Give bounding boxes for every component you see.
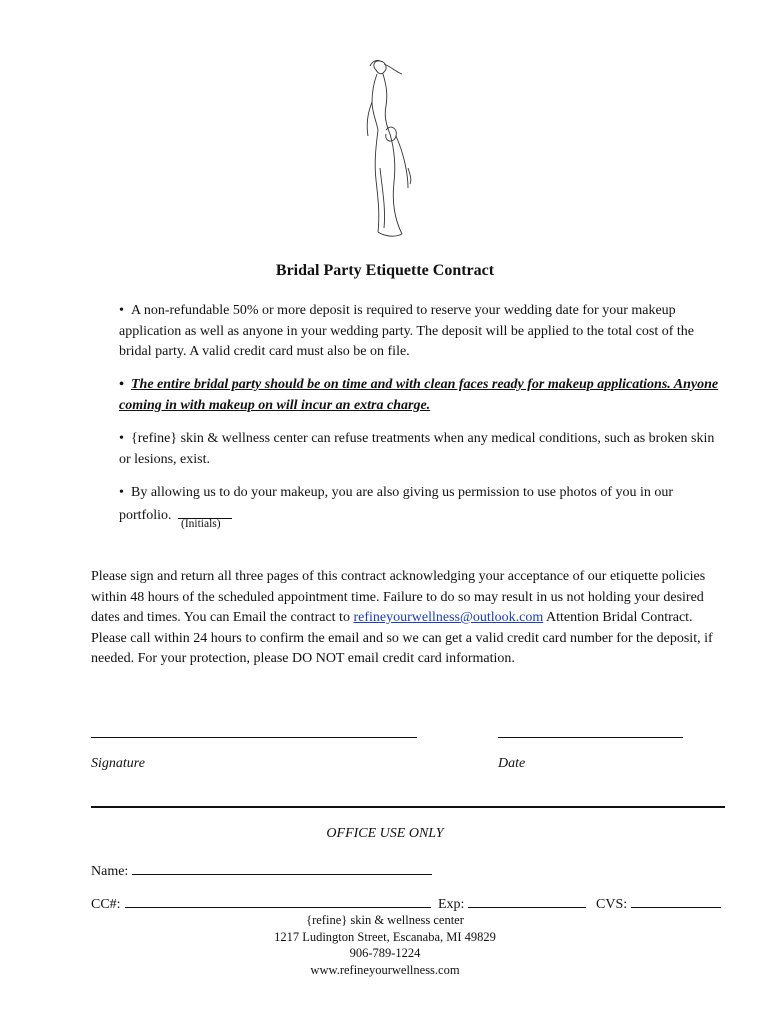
paragraph-text: Please sign and return all three pages of this contract acknowledging your acceptance of our etiquette policies within 48 hours of the scheduled appointment time. Failure to do so may result in us not holding your desired dates and times. You can Email the contract to bbox=[91, 569, 706, 625]
signature-field[interactable] bbox=[91, 737, 417, 738]
bride-sketch-icon bbox=[350, 58, 422, 240]
section-divider bbox=[91, 806, 725, 808]
cvs-field[interactable] bbox=[631, 893, 721, 908]
cvs-row bbox=[596, 893, 721, 913]
list-item bbox=[119, 375, 729, 416]
footer-address: 1217 Ludington Street, Escanaba, MI 49829 bbox=[274, 929, 496, 944]
cc-label: CC#: bbox=[91, 897, 121, 912]
cc-row bbox=[91, 893, 431, 913]
cvs-label: CVS: bbox=[596, 897, 628, 912]
office-use-heading: OFFICE USE ONLY bbox=[326, 826, 444, 841]
footer-phone: 906-789-1224 bbox=[349, 946, 421, 960]
email-link[interactable]: refineyourwellness@outlook.com bbox=[353, 610, 544, 625]
bullet-icon: • bbox=[119, 377, 124, 392]
name-label: Name: bbox=[91, 864, 129, 879]
exp-field[interactable] bbox=[468, 893, 586, 908]
bullet-text: {refine} skin & wellness center can refuse treatments when any medical conditions, such as broken skin or lesions, exist. bbox=[119, 431, 715, 467]
instructions-paragraph bbox=[91, 567, 727, 670]
cc-field[interactable] bbox=[125, 893, 431, 908]
date-label: Date bbox=[498, 756, 526, 771]
initials-field[interactable] bbox=[178, 504, 232, 519]
signature-label: Signature bbox=[91, 756, 145, 771]
footer bbox=[0, 912, 770, 978]
footer-website: www.refineyourwellness.com bbox=[310, 962, 460, 977]
bullet-text: A non-refundable 50% or more deposit is required to reserve your wedding date for your makeup application as well as anyone in your wedding party. The deposit will be applied to the total cost of the bridal party. A valid credit card must also be on file. bbox=[119, 303, 695, 359]
exp-label: Exp: bbox=[438, 897, 465, 912]
footer-company: {refine} skin & wellness center bbox=[306, 913, 464, 927]
exp-row bbox=[438, 893, 586, 913]
bullet-text: The entire bridal party should be on time and with clean faces ready for makeup applications. Anyone coming in with makeup on will incur an extra charge. bbox=[119, 377, 719, 413]
initials-label: (Initials) bbox=[181, 518, 221, 530]
list-item bbox=[119, 301, 729, 363]
name-row bbox=[91, 860, 432, 880]
date-field[interactable] bbox=[498, 737, 683, 738]
name-field[interactable] bbox=[132, 860, 432, 875]
bullet-icon: • bbox=[119, 431, 124, 446]
bullet-icon: • bbox=[119, 485, 124, 500]
paragraph-text: Attention Bridal Contract. Please call within 24 hours to confirm the email and so we can get a valid credit card number for the deposit, if needed. For your protection, please DO NOT email credit card information. bbox=[91, 610, 713, 666]
bullet-text: By allowing us to do your makeup, you are also giving us permission to use photos of you in our portfolio. bbox=[119, 485, 674, 523]
list-item bbox=[119, 429, 729, 470]
bullet-icon: • bbox=[119, 303, 124, 318]
contract-title: Bridal Party Etiquette Contract bbox=[275, 262, 495, 279]
